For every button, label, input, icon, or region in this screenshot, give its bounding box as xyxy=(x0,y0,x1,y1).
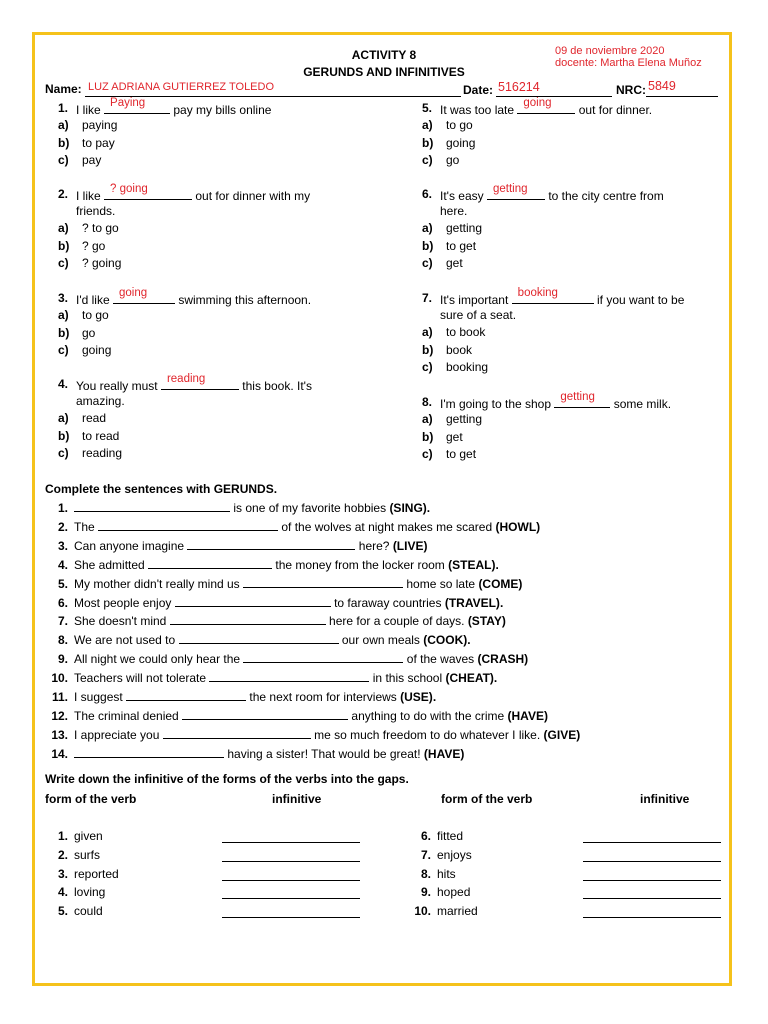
verb-form-3 xyxy=(36,867,119,881)
option-text: going xyxy=(446,135,476,150)
option-letter: b) xyxy=(422,429,434,444)
option-c[interactable] xyxy=(58,342,111,359)
option-text: reading xyxy=(82,446,123,460)
verb-form: fitted xyxy=(437,829,464,843)
option-letter: b) xyxy=(422,238,434,253)
item-number: 12. xyxy=(51,708,68,723)
question-prefix: It was too late xyxy=(440,103,515,117)
option-b[interactable] xyxy=(422,429,463,446)
activity-title: ACTIVITY 8 xyxy=(351,48,417,62)
option-text: paying xyxy=(82,118,118,132)
sentence-end: here? xyxy=(358,538,390,553)
item-number: 8. xyxy=(57,633,68,648)
gerund-item-10 xyxy=(40,670,497,685)
option-letter: b) xyxy=(422,135,434,150)
verb-hint: (TRAVEL) xyxy=(444,595,500,610)
handwritten-answer: going xyxy=(523,97,552,109)
option-text: go xyxy=(82,325,96,340)
option-text: get xyxy=(446,429,463,444)
item-number: 1. xyxy=(57,501,68,515)
verb-form: hits xyxy=(437,866,456,881)
gerund-blank[interactable] xyxy=(182,708,348,720)
question-prefix: I like xyxy=(76,103,101,117)
infinitive-blank[interactable] xyxy=(222,880,360,881)
option-letter: a) xyxy=(58,221,69,235)
sentence-start: Most people enjoy xyxy=(74,595,172,610)
infinitive-blank[interactable] xyxy=(222,898,360,899)
sentence-end: here for a couple of days. xyxy=(329,614,465,629)
gerund-item-12 xyxy=(40,708,548,723)
item-number: 2. xyxy=(57,519,68,534)
col-inf-left: infinitive xyxy=(272,792,322,806)
verb-form: hoped xyxy=(437,885,471,900)
gerund-blank[interactable] xyxy=(187,538,355,550)
option-c[interactable] xyxy=(422,255,463,272)
verb-hint: (COME) xyxy=(478,576,523,591)
gerund-item-14 xyxy=(40,746,464,761)
option-letter: b) xyxy=(58,238,70,253)
question-prefix: It's easy xyxy=(440,189,484,203)
option-letter: c) xyxy=(422,447,433,461)
handwritten-answer: getting xyxy=(560,391,595,403)
option-c[interactable] xyxy=(422,446,476,463)
verb-form-10 xyxy=(394,904,478,918)
option-letter: b) xyxy=(58,325,70,340)
sentence-start: I appreciate you xyxy=(74,727,160,742)
handwritten-date: 09 de noviembre 2020 xyxy=(555,45,665,57)
sentence-end: to faraway countries xyxy=(334,595,442,610)
option-letter: c) xyxy=(58,446,69,460)
gerund-item-11 xyxy=(40,689,436,704)
verb-form-6 xyxy=(394,829,463,843)
option-a[interactable] xyxy=(58,220,119,237)
verb-form-9 xyxy=(394,885,470,899)
verb-hint: (HAVE) xyxy=(507,708,548,723)
verb-form: loving xyxy=(74,885,106,900)
question-suffix: out for dinner with my xyxy=(195,189,311,203)
question-suffix: swimming this afternoon. xyxy=(178,293,312,307)
option-text: ? going xyxy=(82,256,122,270)
sentence-start: She doesn't mind xyxy=(74,614,167,629)
gerund-item-6 xyxy=(40,595,503,610)
answer-blank[interactable] xyxy=(554,391,610,408)
gerund-item-5 xyxy=(40,576,522,591)
option-letter: c) xyxy=(58,343,69,357)
item-number: 7. xyxy=(57,614,68,629)
question-suffix: to the city centre from xyxy=(548,189,664,203)
sentence-period: . xyxy=(432,690,437,704)
option-letter: b) xyxy=(58,428,70,443)
question-continuation: here. xyxy=(440,204,468,218)
verb-form: enjoys xyxy=(437,847,472,862)
gerund-blank[interactable] xyxy=(170,613,326,625)
verb-hint: (CRASH) xyxy=(477,652,529,667)
option-text: to go xyxy=(82,308,109,322)
infinitive-blank[interactable] xyxy=(222,917,360,918)
verb-hint: (HOWL) xyxy=(495,519,541,534)
verb-form-7 xyxy=(394,848,472,862)
option-c[interactable] xyxy=(58,152,101,169)
option-text: getting xyxy=(446,412,483,426)
question-continuation: friends. xyxy=(76,204,116,218)
gerund-item-13 xyxy=(40,727,580,742)
option-letter: c) xyxy=(58,153,69,167)
sentence-period: . xyxy=(493,671,498,686)
sentence-end: the money from the locker room xyxy=(275,557,445,572)
sentence-end: anything to do with the crime xyxy=(351,708,505,723)
option-text: to book xyxy=(446,325,486,339)
verb-hint: (STAY) xyxy=(467,614,506,629)
item-number: 10. xyxy=(51,671,68,686)
option-letter: b) xyxy=(58,135,70,150)
option-text: to get xyxy=(446,238,477,253)
verb-form: surfs xyxy=(74,847,101,862)
verb-form-1 xyxy=(36,829,103,843)
option-text: booking xyxy=(446,360,489,374)
option-c[interactable] xyxy=(422,152,459,169)
option-b[interactable] xyxy=(58,238,105,255)
verb-hint: (STEAL) xyxy=(448,557,496,572)
answer-blank[interactable] xyxy=(113,287,175,304)
sentence-end: our own meals xyxy=(341,633,420,648)
option-a[interactable] xyxy=(422,220,482,237)
question-number: 3. xyxy=(57,291,68,305)
question-prefix: I'm going to the shop xyxy=(440,397,552,411)
date-value: 516214 xyxy=(498,80,540,94)
verb-form: could xyxy=(74,904,103,919)
question-continuation: sure of a seat. xyxy=(440,308,517,322)
handwritten-answer: reading xyxy=(166,373,206,385)
gerunds-heading: Complete the sentences with GERUNDS. xyxy=(45,482,278,496)
option-b[interactable] xyxy=(58,428,119,445)
sentence-start: Teachers will not tolerate xyxy=(74,671,207,686)
option-text: to read xyxy=(82,428,120,443)
infinitive-blank[interactable] xyxy=(583,842,721,843)
item-number: 7. xyxy=(420,847,431,862)
handwritten-answer: getting xyxy=(492,183,528,195)
infinitive-blank[interactable] xyxy=(222,861,360,862)
question-suffix: out for dinner. xyxy=(578,103,653,117)
option-b[interactable] xyxy=(422,135,475,152)
option-letter: a) xyxy=(58,118,69,132)
sentence-period: . xyxy=(467,633,471,648)
question-continuation: amazing. xyxy=(76,394,125,408)
option-a[interactable] xyxy=(58,117,117,134)
option-text: going xyxy=(82,343,112,357)
gerund-blank[interactable] xyxy=(98,519,278,531)
item-number: 13. xyxy=(51,727,68,742)
sentence-start: The xyxy=(74,519,95,534)
question-number: 1. xyxy=(57,101,68,115)
option-a[interactable] xyxy=(58,410,106,427)
option-b[interactable] xyxy=(58,135,115,152)
item-number: 1. xyxy=(57,829,68,843)
verb-hint: (GIVE) xyxy=(543,727,581,742)
worksheet-subtitle: GERUNDS AND INFINITIVES xyxy=(303,65,465,79)
verb-hint: (COOK) xyxy=(423,633,468,648)
date-label: Date: xyxy=(463,83,494,97)
verb-form: given xyxy=(74,829,103,843)
answer-blank[interactable] xyxy=(104,183,192,200)
name-value: LUZ ADRIANA GUTIERREZ TOLEDO xyxy=(88,81,275,93)
sentence-period: . xyxy=(499,595,504,610)
sentence-end: is one of my favorite hobbies xyxy=(233,501,387,515)
sentence-start: My mother didn't really mind us xyxy=(74,576,240,591)
item-number: 4. xyxy=(57,557,68,572)
option-letter: c) xyxy=(58,256,69,270)
gerund-blank[interactable] xyxy=(148,557,272,569)
option-letter: a) xyxy=(422,118,433,132)
gerund-item-8 xyxy=(40,632,471,647)
verb-hint: (CHEAT) xyxy=(445,671,494,686)
item-number: 6. xyxy=(57,595,68,610)
option-text: get xyxy=(446,256,463,270)
option-text: book xyxy=(446,342,473,357)
sentence-end: the next room for interviews xyxy=(249,690,397,704)
sentence-end: of the waves xyxy=(406,652,475,667)
gerund-item-2 xyxy=(40,519,540,534)
verb-form: married xyxy=(437,904,478,919)
handwritten-answer: ? going xyxy=(110,183,148,195)
item-number: 10. xyxy=(414,904,431,919)
option-c[interactable] xyxy=(58,255,121,272)
nrc-value: 5849 xyxy=(648,79,676,93)
question-prefix: I'd like xyxy=(76,293,110,307)
item-number: 9. xyxy=(57,652,68,667)
option-letter: c) xyxy=(422,360,433,374)
handwritten-answer: booking xyxy=(517,287,558,299)
option-letter: c) xyxy=(422,256,433,270)
infinitive-blank[interactable] xyxy=(222,842,360,843)
option-b[interactable] xyxy=(422,342,472,359)
gerund-item-3 xyxy=(40,538,427,553)
gerund-item-1 xyxy=(40,500,430,515)
sentence-start: We are not used to xyxy=(74,633,176,648)
sentence-end: in this school xyxy=(372,671,443,686)
item-number: 8. xyxy=(420,866,431,881)
gerund-blank[interactable] xyxy=(126,689,246,701)
option-text: go xyxy=(446,153,460,167)
date-line[interactable] xyxy=(496,96,612,97)
option-text: ? go xyxy=(82,238,106,253)
option-b[interactable] xyxy=(58,325,95,342)
question-number: 2. xyxy=(57,187,68,201)
name-label: Name: xyxy=(45,82,82,96)
sentence-end: me so much freedom to do whatever I like. xyxy=(314,727,541,742)
option-text: to get xyxy=(446,447,477,461)
question-suffix: if you want to be xyxy=(597,293,685,307)
option-text: getting xyxy=(446,221,483,235)
answer-blank[interactable] xyxy=(487,183,545,200)
infinitive-blank[interactable] xyxy=(583,917,721,918)
option-letter: a) xyxy=(58,411,69,425)
option-letter: b) xyxy=(422,342,434,357)
item-number: 14. xyxy=(51,746,68,761)
question-suffix: some milk. xyxy=(613,397,672,411)
sentence-start: I suggest xyxy=(74,690,123,704)
option-text: to pay xyxy=(82,135,115,150)
item-number: 5. xyxy=(57,576,68,591)
sentence-end: home so late xyxy=(406,576,476,591)
item-number: 2. xyxy=(57,847,68,862)
item-number: 3. xyxy=(57,866,68,881)
option-c[interactable] xyxy=(58,445,122,462)
gerund-blank[interactable] xyxy=(74,500,230,512)
verb-form-5 xyxy=(36,904,103,918)
gerund-blank[interactable] xyxy=(243,576,403,588)
question-number: 7. xyxy=(421,291,432,305)
verb-hint: (HAVE) xyxy=(423,746,465,761)
question-number: 4. xyxy=(57,377,68,391)
sentence-start: Can anyone imagine xyxy=(74,538,185,553)
handwritten-answer: going xyxy=(118,287,148,299)
question-prefix: You really must xyxy=(76,379,158,393)
option-letter: a) xyxy=(58,308,69,322)
item-number: 4. xyxy=(57,885,68,900)
item-number: 6. xyxy=(420,829,431,843)
question-prefix: It's important xyxy=(440,293,509,307)
infinitive-blank[interactable] xyxy=(583,861,721,862)
verb-hint: (USE) xyxy=(400,690,433,704)
sentence-start: All night we could only hear the xyxy=(74,652,241,667)
option-letter: c) xyxy=(422,153,433,167)
verb-hint: (SING) xyxy=(389,501,427,515)
option-text: pay xyxy=(82,153,102,167)
col-inf-right: infinitive xyxy=(640,792,690,806)
answer-blank[interactable] xyxy=(104,97,170,114)
item-number: 11. xyxy=(51,690,68,704)
option-c[interactable] xyxy=(422,359,488,376)
gerund-blank[interactable] xyxy=(243,651,403,663)
gerund-item-4 xyxy=(40,557,499,572)
sentence-period: . xyxy=(495,557,499,572)
gerund-blank[interactable] xyxy=(209,670,369,682)
sentence-period: . xyxy=(426,501,431,515)
question-number: 8. xyxy=(421,395,432,409)
option-a[interactable] xyxy=(422,411,482,428)
col-form-right: form of the verb xyxy=(441,792,533,806)
sentence-start: The criminal denied xyxy=(74,708,179,723)
answer-blank[interactable] xyxy=(517,97,575,114)
option-letter: a) xyxy=(422,412,433,426)
handwritten-teacher: docente: Martha Elena Muñoz xyxy=(555,57,702,69)
sentence-end: having a sister! That would be great! xyxy=(227,746,421,761)
verb-form: reported xyxy=(74,866,119,881)
gerund-blank[interactable] xyxy=(74,746,224,758)
option-a[interactable] xyxy=(422,324,485,341)
question-text xyxy=(440,183,664,205)
question-suffix: this book. It's xyxy=(242,379,312,393)
item-number: 9. xyxy=(420,885,431,900)
gerund-blank[interactable] xyxy=(163,727,311,739)
answer-blank[interactable] xyxy=(512,287,594,304)
handwritten-answer: Paying xyxy=(110,97,146,109)
sentence-start: She admitted xyxy=(74,557,145,572)
item-number: 3. xyxy=(57,538,68,553)
gerund-blank[interactable] xyxy=(179,632,339,644)
infinitive-blank[interactable] xyxy=(583,880,721,881)
question-prefix: I like xyxy=(76,189,101,203)
nrc-label: NRC: xyxy=(616,83,646,97)
sentence-end: of the wolves at night makes me scared xyxy=(281,519,493,534)
option-b[interactable] xyxy=(422,238,476,255)
option-text: to go xyxy=(446,118,473,132)
answer-blank[interactable] xyxy=(161,373,239,390)
gerund-blank[interactable] xyxy=(175,595,331,607)
verb-form-8 xyxy=(394,867,456,881)
col-form-left: form of the verb xyxy=(45,792,137,806)
question-number: 5. xyxy=(421,101,432,115)
option-letter: a) xyxy=(422,325,433,339)
item-number: 5. xyxy=(57,904,68,919)
verb-hint: (LIVE) xyxy=(392,538,428,553)
infinitives-heading: Write down the infinitive of the forms of the verbs into the gaps. xyxy=(45,772,409,786)
question-number: 6. xyxy=(421,187,432,201)
question-text xyxy=(76,287,312,309)
gerund-item-7 xyxy=(40,613,506,628)
verb-form-2 xyxy=(36,848,100,862)
option-text: ? to go xyxy=(82,221,119,235)
infinitive-blank[interactable] xyxy=(583,898,721,899)
option-text: read xyxy=(82,411,107,425)
gerund-item-9 xyxy=(40,651,528,666)
option-a[interactable] xyxy=(58,307,109,324)
option-letter: a) xyxy=(422,221,433,235)
verb-form-4 xyxy=(36,885,105,899)
nrc-line[interactable] xyxy=(646,96,718,97)
option-a[interactable] xyxy=(422,117,473,134)
question-suffix: pay my bills online xyxy=(173,103,272,117)
